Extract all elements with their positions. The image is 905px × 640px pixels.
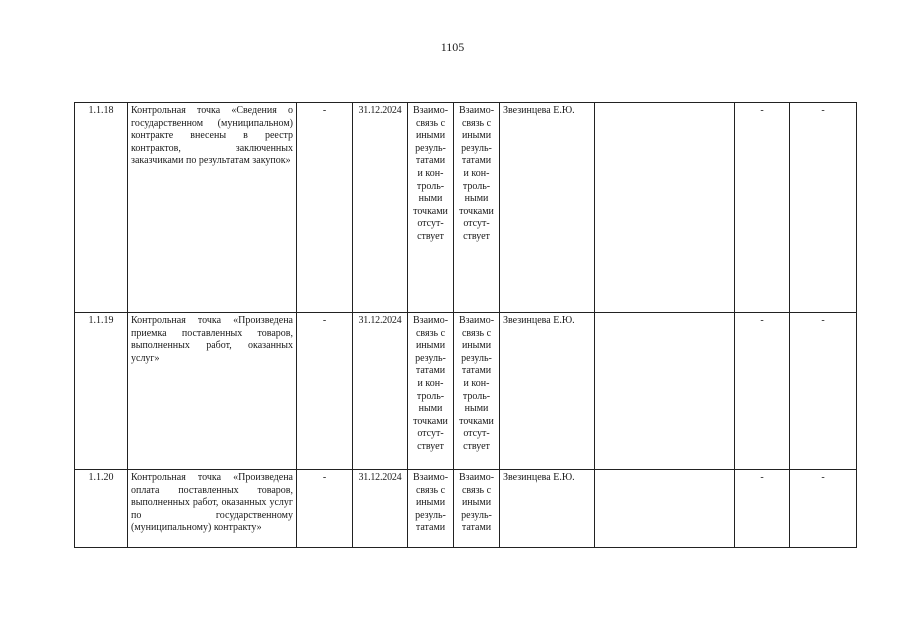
relation-in-line: татами xyxy=(415,522,446,534)
responsible-person: Звезинцева Е.Ю. xyxy=(500,103,595,313)
relation-out-line: связь с xyxy=(461,327,492,339)
control-points-table xyxy=(74,102,857,548)
relation-in-line: и кон- xyxy=(417,377,444,389)
relation-out-line: Взаимо- xyxy=(458,315,495,326)
relation-in-line: Взаимо- xyxy=(412,315,449,326)
relation-in-line: татами xyxy=(415,155,446,167)
relation-out-line: иными xyxy=(461,340,492,352)
relation-in-line: резуль- xyxy=(415,352,446,364)
relation-out-line: резуль- xyxy=(461,509,492,521)
relation-out-line: ствует xyxy=(463,230,490,242)
relation-out-line: точками xyxy=(459,205,494,217)
control-point-name: Контрольная точка «Произведена оплата поставленных товаров, выполненных работ, оказанных услуг по государственному (муниципальному) контракту» xyxy=(128,470,297,548)
relation-out-line: татами xyxy=(461,155,492,167)
relation-in-line: ными xyxy=(418,193,443,205)
relation-in-line: резуль- xyxy=(415,509,446,521)
page-number: 1105 xyxy=(440,40,465,54)
relation-in-line: иными xyxy=(415,340,446,352)
control-point-name: Контрольная точка «Сведения о государственном (муниципальном) контракте внесены в реестр контрактов, заключенных заказчиками по результатам закупок» xyxy=(128,103,297,313)
relation-in xyxy=(408,470,454,548)
relation-in-line: точками xyxy=(413,415,448,427)
relation-out-line: связь с xyxy=(461,484,492,496)
cell-col10: - xyxy=(790,470,857,548)
cell-col9: - xyxy=(735,103,790,313)
relation-out-line: ными xyxy=(464,193,489,205)
relation-in-line: иными xyxy=(415,497,446,509)
cell-col10: - xyxy=(790,103,857,313)
relation-out-line: татами xyxy=(461,365,492,377)
document-cell xyxy=(595,313,735,470)
relation-out-line: иными xyxy=(461,497,492,509)
relation-in-line: ными xyxy=(418,403,443,415)
relation-out-line: резуль- xyxy=(461,142,492,154)
relation-out-line: Взаимо- xyxy=(458,105,495,116)
relation-in-line: ствует xyxy=(417,440,444,452)
relation-out xyxy=(454,470,500,548)
end-date: 31.12.2024 xyxy=(353,470,408,548)
relation-in-line: Взаимо- xyxy=(412,105,449,116)
relation-in-line: связь с xyxy=(415,327,446,339)
start-date: - xyxy=(297,103,353,313)
end-date: 31.12.2024 xyxy=(353,103,408,313)
relation-in-line: точками xyxy=(413,205,448,217)
relation-in-line: резуль- xyxy=(415,142,446,154)
relation-in-line: ствует xyxy=(417,230,444,242)
start-date: - xyxy=(297,313,353,470)
relation-out-line: ствует xyxy=(463,440,490,452)
relation-out-line: и кон- xyxy=(463,167,490,179)
relation-in xyxy=(408,103,454,313)
cell-col9: - xyxy=(735,470,790,548)
relation-out-line: Взаимо- xyxy=(458,472,495,483)
relation-out-line: татами xyxy=(461,522,492,534)
relation-in-line: татами xyxy=(415,365,446,377)
relation-out-line: и кон- xyxy=(463,377,490,389)
relation-in-line: троль- xyxy=(416,180,445,192)
table-row xyxy=(75,313,857,470)
relation-out-line: иными xyxy=(461,130,492,142)
cell-col10: - xyxy=(790,313,857,470)
row-number: 1.1.18 xyxy=(75,103,128,313)
document-cell xyxy=(595,103,735,313)
relation-out-line: связь с xyxy=(461,117,492,129)
start-date: - xyxy=(297,470,353,548)
relation-in-line: троль- xyxy=(416,390,445,402)
relation-out-line: ными xyxy=(464,403,489,415)
document-cell xyxy=(595,470,735,548)
row-number: 1.1.19 xyxy=(75,313,128,470)
relation-out xyxy=(454,103,500,313)
relation-out-line: точками xyxy=(459,415,494,427)
relation-in-line: и кон- xyxy=(417,167,444,179)
relation-out-line: отсут- xyxy=(463,218,490,230)
relation-out-line: резуль- xyxy=(461,352,492,364)
relation-in-line: иными xyxy=(415,130,446,142)
relation-in-line: отсут- xyxy=(417,428,444,440)
end-date: 31.12.2024 xyxy=(353,313,408,470)
table-row xyxy=(75,470,857,548)
relation-out-line: отсут- xyxy=(463,428,490,440)
relation-in-line: связь с xyxy=(415,117,446,129)
row-number: 1.1.20 xyxy=(75,470,128,548)
control-point-name: Контрольная точка «Произведена приемка поставленных товаров, выполненных работ, оказанных услуг» xyxy=(128,313,297,470)
relation-out-line: троль- xyxy=(462,180,491,192)
relation-in xyxy=(408,313,454,470)
responsible-person: Звезинцева Е.Ю. xyxy=(500,313,595,470)
relation-in-line: связь с xyxy=(415,484,446,496)
table-row xyxy=(75,103,857,313)
relation-out-line: троль- xyxy=(462,390,491,402)
relation-out xyxy=(454,313,500,470)
relation-in-line: Взаимо- xyxy=(412,472,449,483)
responsible-person: Звезинцева Е.Ю. xyxy=(500,470,595,548)
relation-in-line: отсут- xyxy=(417,218,444,230)
cell-col9: - xyxy=(735,313,790,470)
